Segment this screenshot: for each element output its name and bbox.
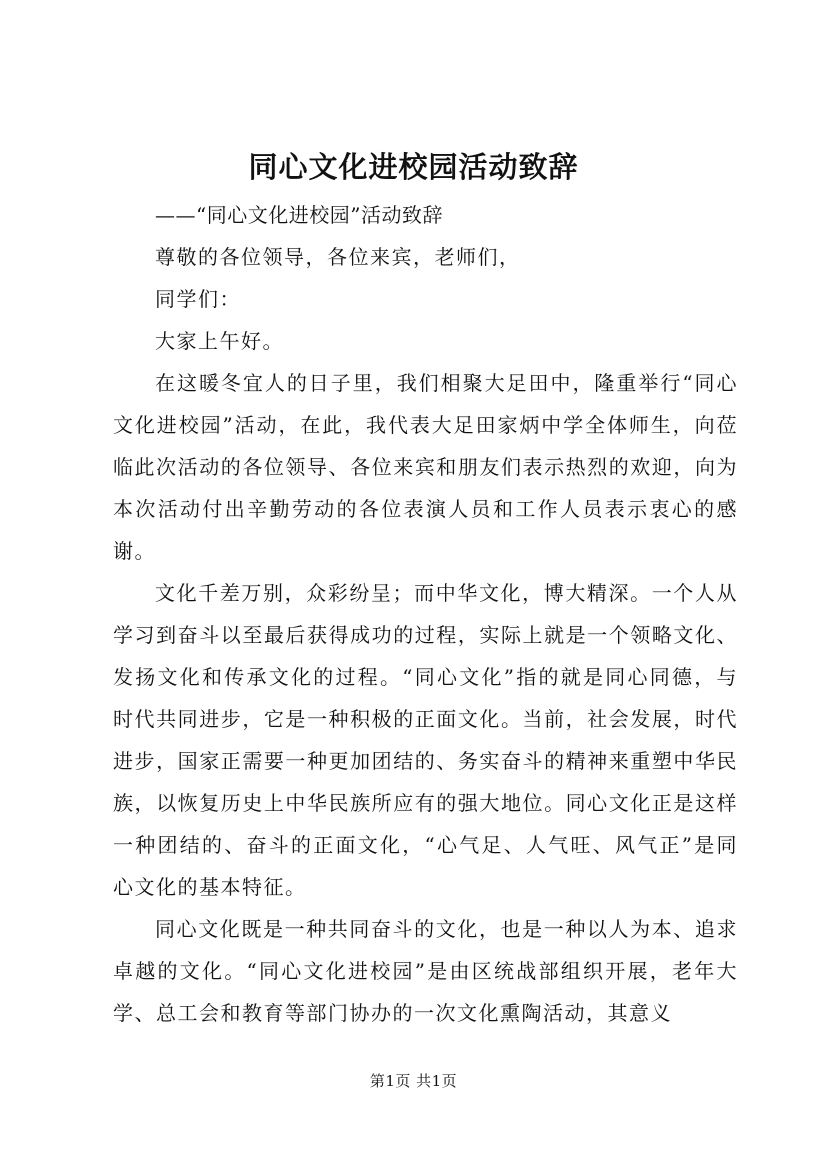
page-number-footer: 第1页 共1页 xyxy=(369,1072,458,1090)
paragraph-welcome: 在这暖冬宜人的日子里，我们相聚大足田中，隆重举行“同心文化进校园”活动，在此，我代表大足田家炳中学全体师生，向莅临此次活动的各位领导、各位来宾和朋友们表示热烈的欢迎，向为本次活动付出辛勤劳动的各位表演人员和工作人员表示衷心的感谢。 xyxy=(113,371,738,563)
greeting-line-2: 同学们： xyxy=(155,287,241,311)
document-title: 同心文化进校园活动致辞 xyxy=(248,150,579,184)
document-subtitle: ——“同心文化进校园”活动致辞 xyxy=(155,203,443,227)
paragraph-culture: 文化千差万别，众彩纷呈；而中华文化，博大精深。一个人从学习到奋斗以至最后获得成功的过程，实际上就是一个领略文化、发扬文化和传承文化的过程。“同心文化”指的就是同心同德，与时代共同进步，它是一种积极的正面文化。当前，社会发展，时代进步，国家正需要一种更加团结的、务实奋斗的精神来重塑中华民族，以恢复历史上中华民族所应有的强大地位。同心文化正是这样一种团结的、奋斗的正面文化，“心气足、人气旺、风气正”是同心文化的基本特征。 xyxy=(113,581,738,899)
greeting-line-1: 尊敬的各位领导，各位来宾，老师们， xyxy=(155,245,521,269)
paragraph-tongxin: 同心文化既是一种共同奋斗的文化，也是一种以人为本、追求卓越的文化。“同心文化进校园”是由区统战部组织开展，老年大学、总工会和教育等部门协办的一次文化熏陶活动，其意义 xyxy=(113,917,738,1025)
greeting-line-3: 大家上午好。 xyxy=(155,329,284,353)
document-body xyxy=(113,194,738,1034)
